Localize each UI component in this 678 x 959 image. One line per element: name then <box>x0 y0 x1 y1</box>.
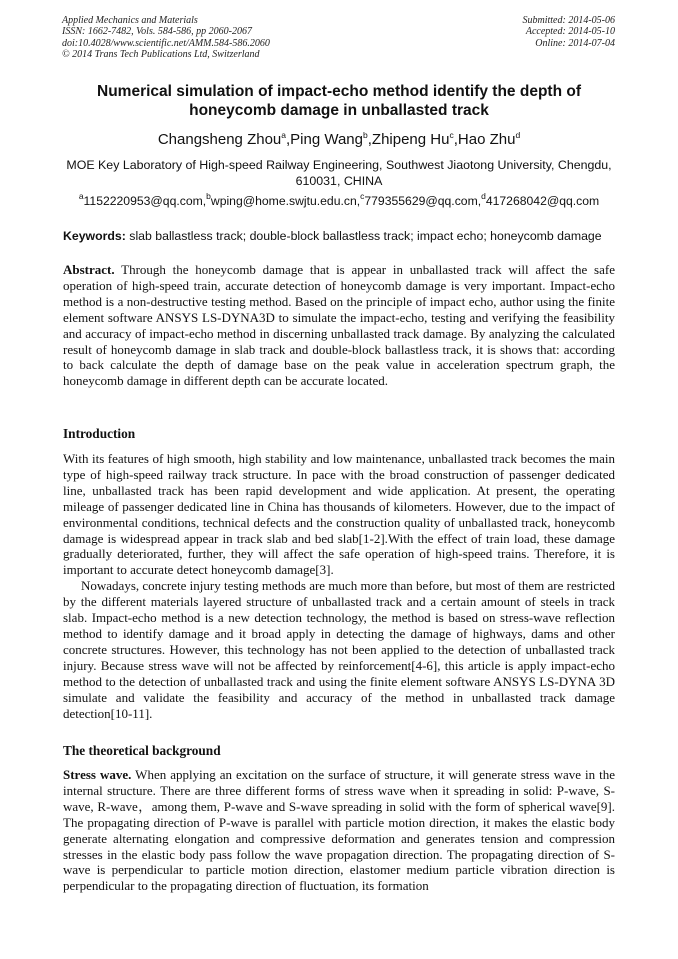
stress-wave-text: When applying an excitation on the surface of structure, it will generate stress wave in the internal structure. There are three different forms of stress wave when it spreading in solid: P-wave, S-wave, R-wave，among them, P-wave and S-wave spreading in solid with the form of spherical wave[9]. The propagating direction of P-wave is parallel with particle motion direction, it makes the elastic body generate alternating elongation and compressive deformation and generates tension and compression stresses in the elastic body pass follow the wave propagation direction. The propagating direction of S-wave is perpendicular to particle motion direction, elastomer medium particle vibration direction is perpendicular to the propagating direction of fluctuation, its formation <box>63 767 616 894</box>
theory-body <box>63 767 615 894</box>
affiliation: MOE Key Laboratory of High-speed Railway Engineering, Southwest Jiaotong University, Chengdu, 610031, CHINA <box>66 158 612 188</box>
journal-name: Applied Mechanics and Materials <box>62 15 198 26</box>
abstract <box>63 262 615 389</box>
copyright-line: © 2014 Trans Tech Publications Ltd, Switzerland <box>62 49 260 61</box>
submitted-date: Submitted: 2014-05-06 <box>522 15 615 26</box>
issn-line: ISSN: 1662-7482, Vols. 584-586, pp 2060-2067 <box>62 26 252 38</box>
doi-line: doi:10.4028/www.scientific.net/AMM.584-586.2060 <box>62 37 270 49</box>
abstract-label: Abstract. <box>63 262 115 277</box>
theory-heading: The theoretical background <box>63 743 221 758</box>
keywords-text: slab ballastless track; double-block ballastless track; impact echo; honeycomb damage <box>125 229 602 243</box>
email: $^d$417268042@qq.com <box>481 191 600 208</box>
keywords <box>63 228 618 244</box>
introduction-heading: Introduction <box>63 426 136 441</box>
email: $^c$779355629@qq.com, <box>360 191 482 208</box>
keywords-label: Keywords: <box>63 229 126 243</box>
email: $^a$1152220953@qq.com, <box>78 191 207 208</box>
paragraph: With its features of high smooth, high stability and low maintenance, unballasted track becomes the main type of high-speed railway track structure. In pace with the broad construction of passenger dedicated line, unballasted track has been rapid development and wide application. At present, the operating mileage of passenger dedicated line in China has thousands of kilometers. However, due to the impact of environmental conditions, technical defects and the construction quality of unballasted track, honeycomb damage is widespread appear in track slab and bed slab[1-2].With the effect of train load, these damage gradually deteriorated, further, they will affect the safe operation of high-speed trains. Therefore, it is important to accurate detect honeycomb damage[3]. <box>63 451 615 578</box>
abstract-text: Through the honeycomb damage that is appear in unballasted track will affect the safe operation of high-speed train, accurate detection of honeycomb damage is very important. Impact-echo method is a non-destructive testing method. Based on the principle of impact echo, author using the finite element software ANSYS LS-DYNA3D to simulate the impact-echo, testing and verifying the feasibility and accuracy of impact-echo method in discerning unballasted track damage. By analyzing the calculated result of honeycomb damage in slab track and double-block ballastless track, it is shows that: according to back calculate the depth of damage base on the peak value in acceleration spectrum graph, the honeycomb damage in different depth can be accurate located. <box>63 262 615 389</box>
author: Hao Zhu$^d$ <box>457 130 521 148</box>
paper-title: Numerical simulation of impact-echo method identify the depth of honeycomb damage in unballasted track <box>97 83 581 119</box>
introduction-body <box>63 451 615 721</box>
paragraph: Nowadays, concrete injury testing methods are much more than before, but most of them are restricted by the different materials layered structure of unballasted track and a certain amount of steels in track slab. Impact-echo method is a new detection technology, the method is based on stress-wave reflection method to identify damage and it broad apply in detecting the damage of highways, dams and other concrete structures. However, this technology has not been applied to the detection of unballasted track injury. Because stress wave will not be affected by reinforcement[4-6], this article is apply impact-echo method to the detection of unballasted track and using the finite element software ANSYS LS-DYNA 3D simulate and validate the feasibility and accuracy of the method in unballasted track damage detection[10-11]. <box>63 578 615 721</box>
author-list <box>60 131 618 149</box>
email-list <box>56 193 622 209</box>
author: Ping Wang$^b$, <box>290 130 372 148</box>
dates-info <box>523 15 616 49</box>
email: $^b$wping@home.swjtu.edu.cn, <box>206 191 361 208</box>
accepted-date: Accepted: 2014-05-10 <box>525 26 615 38</box>
online-date: Online: 2014-07-04 <box>535 37 615 49</box>
author: Zhipeng Hu$^c$, <box>371 130 458 148</box>
author: Changsheng Zhou$^a$, <box>157 130 291 148</box>
stress-wave-label: Stress wave. <box>63 767 132 782</box>
journal-info <box>62 15 270 61</box>
